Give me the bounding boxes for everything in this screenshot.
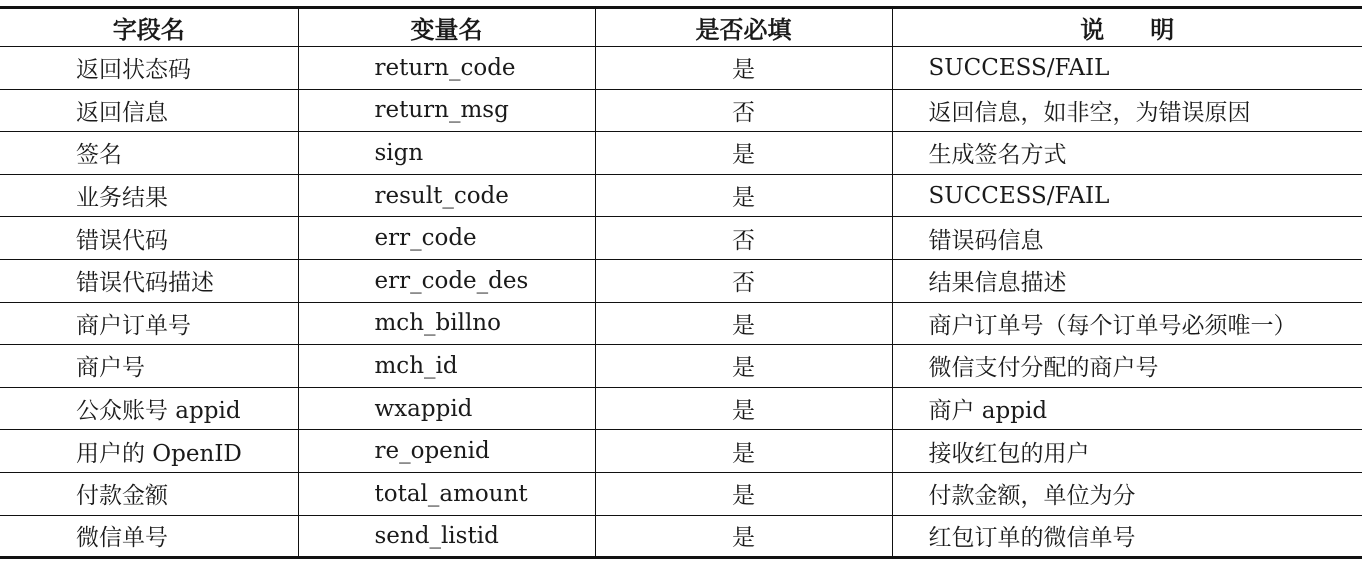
- cell-field-name: 业务结果: [0, 174, 298, 217]
- cell-description: 红包订单的微信单号: [892, 515, 1362, 558]
- cell-variable-name: wxappid: [298, 387, 595, 430]
- parameter-table: [0, 6, 1362, 559]
- header-field-name: 字段名: [0, 8, 298, 47]
- cell-field-name: 错误代码: [0, 217, 298, 260]
- table-header: [0, 8, 1362, 47]
- cell-required: 是: [595, 345, 892, 388]
- cell-variable-name: send_listid: [298, 515, 595, 558]
- header-required: 是否必填: [595, 8, 892, 47]
- cell-required: 是: [595, 132, 892, 175]
- cell-description: 商户 appid: [892, 387, 1362, 430]
- table-body: [0, 47, 1362, 558]
- table-header-row: [0, 8, 1362, 47]
- cell-variable-name: return_code: [298, 47, 595, 90]
- table-row: [0, 515, 1362, 558]
- cell-field-name: 返回状态码: [0, 47, 298, 90]
- cell-required: 否: [595, 89, 892, 132]
- cell-description: 接收红包的用户: [892, 430, 1362, 473]
- table-row: [0, 472, 1362, 515]
- cell-required: 是: [595, 515, 892, 558]
- cell-description: 返回信息，如非空，为错误原因: [892, 89, 1362, 132]
- cell-field-name: 错误代码描述: [0, 259, 298, 302]
- table-row: [0, 47, 1362, 90]
- cell-description: 商户订单号（每个订单号必须唯一）: [892, 302, 1362, 345]
- table-row: [0, 259, 1362, 302]
- cell-variable-name: result_code: [298, 174, 595, 217]
- cell-field-name: 签名: [0, 132, 298, 175]
- cell-required: 否: [595, 217, 892, 260]
- cell-field-name: 商户订单号: [0, 302, 298, 345]
- cell-description: 结果信息描述: [892, 259, 1362, 302]
- cell-variable-name: sign: [298, 132, 595, 175]
- cell-variable-name: mch_id: [298, 345, 595, 388]
- cell-description: SUCCESS/FAIL: [892, 174, 1362, 217]
- table-row: [0, 430, 1362, 473]
- cell-variable-name: total_amount: [298, 472, 595, 515]
- cell-field-name: 用户的 OpenID: [0, 430, 298, 473]
- cell-variable-name: return_msg: [298, 89, 595, 132]
- table-row: [0, 345, 1362, 388]
- table-row: [0, 174, 1362, 217]
- cell-description: 付款金额，单位为分: [892, 472, 1362, 515]
- cell-required: 是: [595, 174, 892, 217]
- cell-field-name: 公众账号 appid: [0, 387, 298, 430]
- cell-field-name: 微信单号: [0, 515, 298, 558]
- cell-field-name: 商户号: [0, 345, 298, 388]
- parameter-table-container: [0, 6, 1362, 559]
- table-row: [0, 387, 1362, 430]
- cell-field-name: 返回信息: [0, 89, 298, 132]
- cell-required: 是: [595, 387, 892, 430]
- cell-variable-name: mch_billno: [298, 302, 595, 345]
- table-row: [0, 132, 1362, 175]
- header-description-part-1: 说: [1080, 16, 1105, 44]
- cell-required: 是: [595, 472, 892, 515]
- cell-variable-name: re_openid: [298, 430, 595, 473]
- table-row: [0, 217, 1362, 260]
- table-row: [0, 302, 1362, 345]
- cell-required: 是: [595, 47, 892, 90]
- header-description: [892, 8, 1362, 47]
- header-description-part-2: 明: [1150, 16, 1175, 44]
- cell-required: 否: [595, 259, 892, 302]
- cell-description: 生成签名方式: [892, 132, 1362, 175]
- table-row: [0, 89, 1362, 132]
- header-variable-name: 变量名: [298, 8, 595, 47]
- cell-required: 是: [595, 302, 892, 345]
- cell-description: SUCCESS/FAIL: [892, 47, 1362, 90]
- cell-description: 错误码信息: [892, 217, 1362, 260]
- cell-field-name: 付款金额: [0, 472, 298, 515]
- cell-variable-name: err_code: [298, 217, 595, 260]
- cell-required: 是: [595, 430, 892, 473]
- cell-description: 微信支付分配的商户号: [892, 345, 1362, 388]
- cell-variable-name: err_code_des: [298, 259, 595, 302]
